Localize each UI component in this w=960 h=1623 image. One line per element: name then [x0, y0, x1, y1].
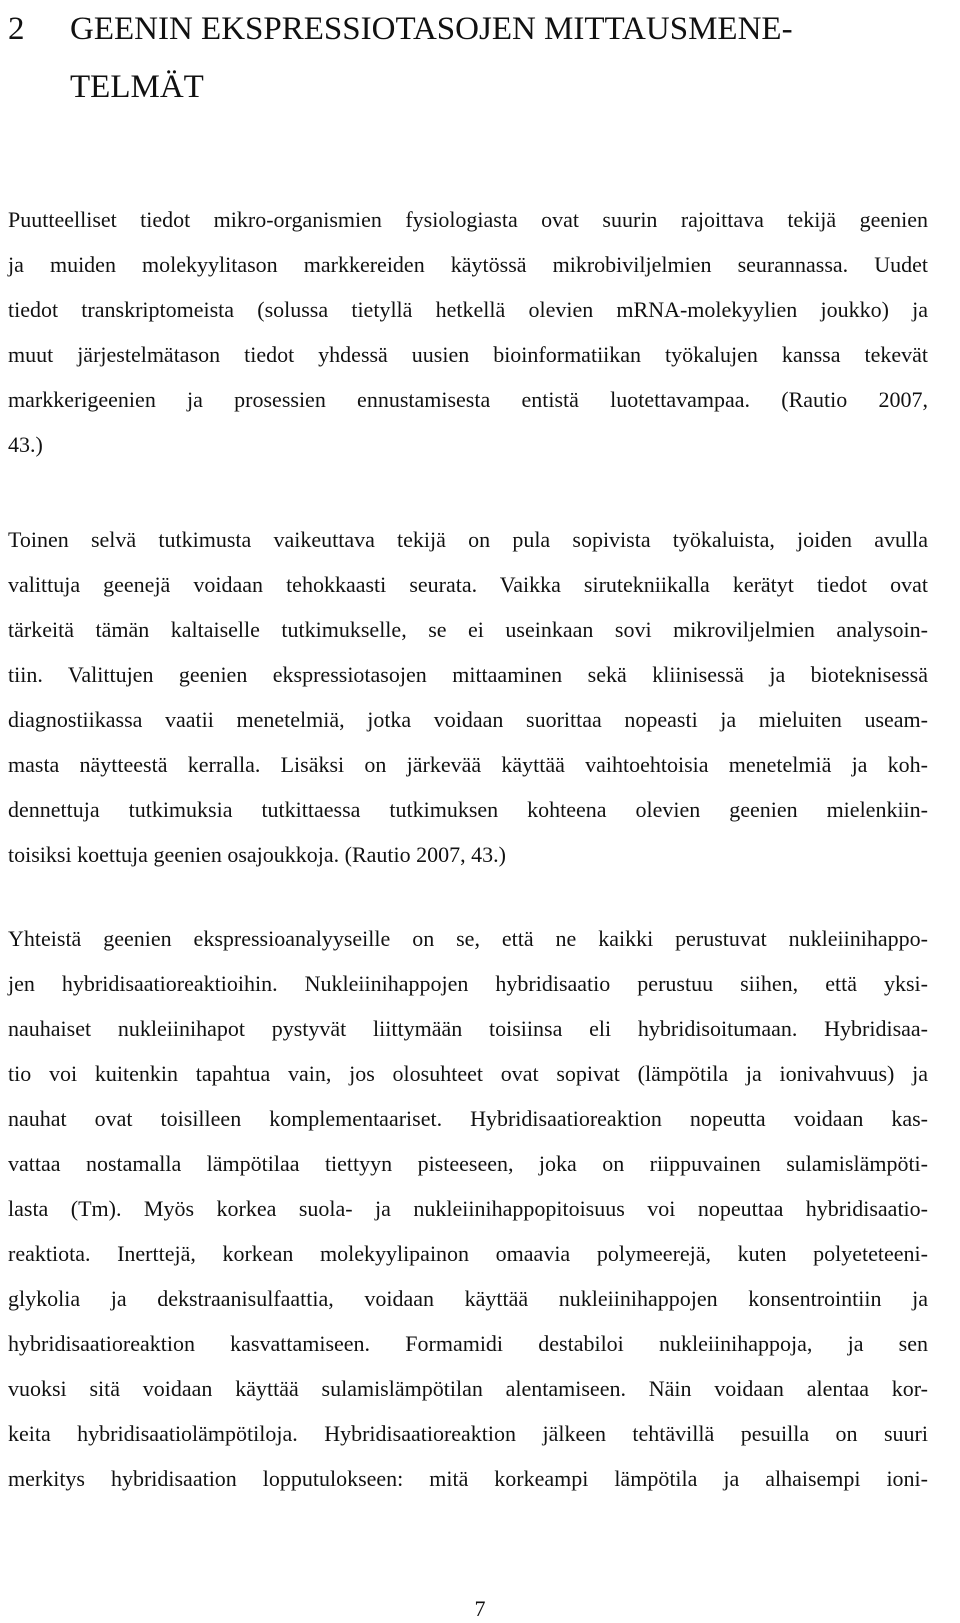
text-line: reaktiota. Inerttejä, korkean molekyylipainon omaavia polymeerejä, kuten polyeteteeni- [8, 1241, 928, 1266]
text-line: toisiksi koettuja geenien osajoukkoja. (Rautio 2007, 43.) [8, 842, 506, 867]
text-line: dennettuja tutkimuksia tutkittaessa tutkimuksen kohteena olevien geenien mielenkiin- [8, 797, 928, 822]
text-line: 43.) [8, 432, 43, 457]
text-line: vattaa nostamalla lämpötilaa tiettyyn pisteeseen, joka on riippuvainen sulamislämpöti- [8, 1151, 928, 1176]
section-heading [8, 0, 928, 116]
text-line: ja muiden molekyylitason markkereiden käytössä mikrobiviljelmien seurannassa. Uudet [8, 252, 928, 277]
text-line: Puutteelliset tiedot mikro-organismien fysiologiasta ovat suurin rajoittava tekijä geenien [8, 207, 928, 232]
text-line: masta näytteestä kerralla. Lisäksi on järkevää käyttää vaihtoehtoisia menetelmiä ja koh- [8, 752, 928, 777]
text-line: diagnostiikassa vaatii menetelmiä, jotka voidaan suorittaa nopeasti ja mieluiten useam- [8, 707, 928, 732]
section-title-line-2: TELMÄT [70, 69, 204, 105]
text-line: nauhat ovat toisilleen komplementaariset. Hybridisaatioreaktion nopeutta voidaan kas- [8, 1106, 928, 1131]
text-line: nauhaiset nukleiinihapot pystyvät liittymään toisiinsa eli hybridisoitumaan. Hybridisaa- [8, 1016, 928, 1041]
text-line: hybridisaatioreaktion kasvattamiseen. Formamidi destabiloi nukleiinihappoja, ja sen [8, 1331, 928, 1356]
text-line: markkerigeenien ja prosessien ennustamisesta entistä luotettavampaa. (Rautio 2007, [8, 387, 928, 412]
paragraph-3 [8, 916, 928, 1501]
paragraph-1 [8, 197, 928, 467]
text-line: tio voi kuitenkin tapahtua vain, jos olosuhteet ovat sopivat (lämpötila ja ionivahvuus) ja [8, 1061, 928, 1086]
text-line: lasta (Tm). Myös korkea suola- ja nukleiinihappopitoisuus voi nopeuttaa hybridisaatio- [8, 1196, 928, 1221]
section-number: 2 [8, 11, 25, 47]
text-line: muut järjestelmätason tiedot yhdessä uusien bioinformatiikan työkalujen kanssa tekevät [8, 342, 928, 367]
text-line: jen hybridisaatioreaktioihin. Nukleiinihappojen hybridisaatio perustuu siihen, että yksi- [8, 971, 928, 996]
text-line: tärkeitä tämän kaltaiselle tutkimukselle, se ei useinkaan sovi mikroviljelmien analysoin- [8, 617, 928, 642]
text-line: vuoksi sitä voidaan käyttää sulamislämpötilan alentamiseen. Näin voidaan alentaa kor- [8, 1376, 928, 1401]
text-line: Yhteistä geenien ekspressioanalyyseille on se, että ne kaikki perustuvat nukleiinihappo- [8, 926, 928, 951]
page-number: 7 [474, 1596, 486, 1621]
text-line: tiin. Valittujen geenien ekspressiotasojen mittaaminen sekä kliinisessä ja bioteknisessä [8, 662, 928, 687]
paragraph-2 [8, 517, 928, 877]
text-line: merkitys hybridisaation lopputulokseen: mitä korkeampi lämpötila ja alhaisempi ioni- [8, 1466, 928, 1491]
text-line: tiedot transkriptomeista (solussa tietyllä hetkellä olevien mRNA-molekyylien joukko) ja [8, 297, 928, 322]
section-title-line-1: GEENIN EKSPRESSIOTASOJEN MITTAUSMENE- [70, 11, 793, 47]
text-line: Toinen selvä tutkimusta vaikeuttava tekijä on pula sopivista työkaluista, joiden avulla [8, 527, 928, 552]
text-line: valittuja geenejä voidaan tehokkaasti seurata. Vaikka sirutekniikalla kerätyt tiedot ovat [8, 572, 928, 597]
text-line: keita hybridisaatiolämpötiloja. Hybridisaatioreaktion jälkeen tehtävillä pesuilla on suuri [8, 1421, 928, 1446]
text-line: glykolia ja dekstraanisulfaattia, voidaan käyttää nukleiinihappojen konsentrointiin ja [8, 1286, 928, 1311]
